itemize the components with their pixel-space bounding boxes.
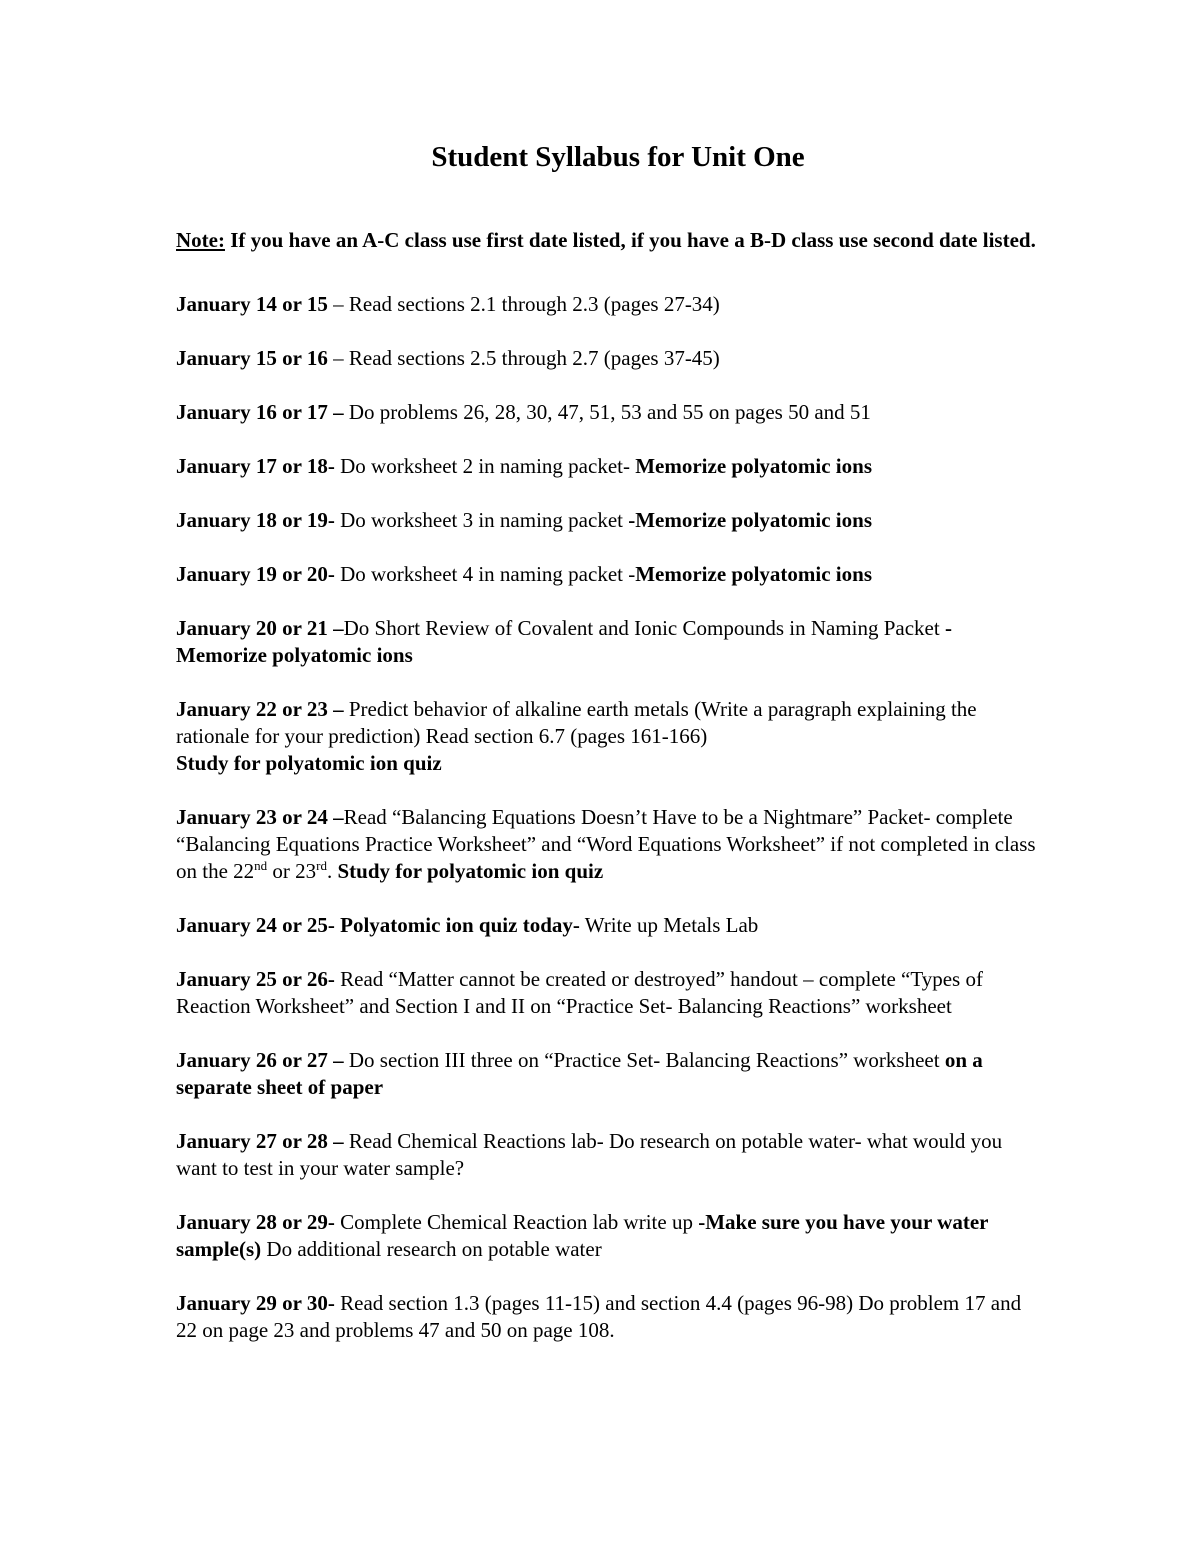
entry-text: nd — [254, 857, 268, 873]
entry-text: or 23 — [267, 858, 317, 883]
entry-text: -Memorize polyatomic ions — [176, 615, 952, 667]
entry-text: Complete Chemical Reaction lab write up — [334, 1209, 699, 1234]
schedule-entry — [176, 399, 1036, 426]
entry-text: Predict behavior of alkaline earth metals (Write a paragraph explaining the rationale for your prediction) Read section 6.7 (pages 161-166) — [176, 696, 977, 748]
entry-date: January 28 or 29- — [176, 1209, 335, 1234]
page-title: Student Syllabus for Unit One — [431, 141, 805, 173]
entry-text: – Read sections 2.1 through 2.3 (pages 27-34) — [327, 291, 720, 316]
entry-text: Memorize polyatomic ions — [635, 561, 872, 586]
entry-date: January 14 or 15 — [176, 291, 328, 316]
schedule-list — [176, 291, 1036, 1344]
entry-date: January 25 or 26- — [176, 966, 335, 991]
entry-text: Write up Metals Lab — [579, 912, 759, 937]
schedule-entry — [176, 1290, 1036, 1344]
note-paragraph — [176, 227, 1036, 254]
entry-date: January 18 or 19- — [176, 507, 335, 532]
entry-text: on a separate sheet of paper — [176, 1047, 983, 1099]
entry-text: Do worksheet 4 in naming packet - — [334, 561, 636, 586]
entry-text: Do Short Review of Covalent and Ionic Compounds in Naming Packet — [343, 615, 945, 640]
entry-date: January 20 or 21 – — [176, 615, 344, 640]
schedule-entry — [176, 1209, 1036, 1263]
note-text: If you have an A-C class use first date listed, if you have a B-D class use second date listed. — [224, 227, 1036, 252]
entry-date: January 23 or 24 – — [176, 804, 344, 829]
schedule-entry — [176, 453, 1036, 480]
entry-text: Read “Balancing Equations Doesn’t Have to be a Nightmare” Packet- complete “Balancing Equations Practice Worksheet” and “Word Equations Worksheet” if not completed in class on the 22 — [176, 804, 1036, 883]
entry-text: Do additional research on potable water — [261, 1236, 602, 1261]
entry-date: January 15 or 16 — [176, 345, 328, 370]
entry-text: Read Chemical Reactions lab- Do research on potable water- what would you want to test in your water sample? — [176, 1128, 1003, 1180]
entry-date: January 24 or 25- Polyatomic ion quiz today- — [176, 912, 580, 937]
entry-date: January 16 or 17 – — [176, 399, 344, 424]
schedule-entry — [176, 966, 1036, 1020]
entry-date: January 22 or 23 – — [176, 696, 344, 721]
entry-text: Do worksheet 2 in naming packet- — [334, 453, 636, 478]
entry-text: Read section 1.3 (pages 11-15) and section 4.4 (pages 96-98) Do problem 17 and 22 on page 23 and problems 47 and 50 on page 108. — [176, 1290, 1022, 1342]
entry-text: Do problems 26, 28, 30, 47, 51, 53 and 55 on pages 50 and 51 — [343, 399, 871, 424]
schedule-entry — [176, 1128, 1036, 1182]
schedule-entry — [176, 561, 1036, 588]
schedule-entry — [176, 696, 1036, 777]
entry-date: January 27 or 28 – — [176, 1128, 344, 1153]
entry-text: Study for polyatomic ion quiz — [337, 858, 604, 883]
entry-text: -Memorize polyatomic ions — [628, 507, 872, 532]
schedule-entry — [176, 1047, 1036, 1101]
schedule-entry — [176, 615, 1036, 669]
entry-date: January 26 or 27 – — [176, 1047, 344, 1072]
schedule-entry — [176, 291, 1036, 318]
note-label: Note: — [176, 227, 225, 252]
entry-date: January 17 or 18- — [176, 453, 335, 478]
schedule-entry — [176, 345, 1036, 372]
entry-text: Study for polyatomic ion quiz — [176, 750, 442, 775]
entry-text: rd — [316, 857, 327, 873]
schedule-entry — [176, 507, 1036, 534]
schedule-entry — [176, 804, 1036, 885]
entry-text: Memorize polyatomic ions — [635, 453, 872, 478]
entry-text: – Read sections 2.5 through 2.7 (pages 37-45) — [327, 345, 720, 370]
schedule-entry — [176, 912, 1036, 939]
entry-date: January 19 or 20- — [176, 561, 335, 586]
entry-text: Do section III three on “Practice Set- Balancing Reactions” worksheet — [343, 1047, 945, 1072]
entry-text: Read “Matter cannot be created or destroyed” handout – complete “Types of Reaction Worksheet” and Section I and II on “Practice Set- Balancing Reactions” worksheet — [176, 966, 983, 1018]
entry-date: January 29 or 30- — [176, 1290, 335, 1315]
entry-text: -Make sure you have your water sample(s) — [176, 1209, 989, 1261]
syllabus-page — [176, 140, 1036, 1371]
entry-text: Do worksheet 3 in naming packet — [334, 507, 629, 532]
entry-text: . — [327, 858, 338, 883]
